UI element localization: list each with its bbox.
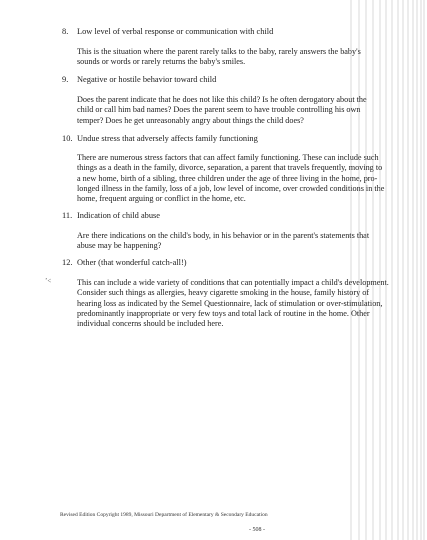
body-line: individual concerns should be included here.	[77, 319, 224, 329]
item-10-heading	[62, 134, 362, 144]
item-heading: Indication of child abuse	[77, 211, 161, 220]
body-line: home, frequent arguing or conflict in the home, etc.	[77, 194, 246, 204]
body-line: This is the situation where the parent rarely talks to the baby, rarely answers the baby's	[77, 47, 361, 56]
item-11-body	[77, 231, 407, 252]
item-12-heading	[62, 258, 362, 268]
item-number: 9.	[62, 75, 69, 84]
item-number: 10.	[62, 134, 73, 143]
body-line: sounds or words or rarely returns the baby's smiles.	[77, 57, 246, 67]
body-line: temper? Does he get unreasonably angry about things the child does?	[77, 115, 304, 125]
body-line: hearing loss as indicated by the Semel Questionnaire, lack of stimulation or over-stimulation,	[77, 298, 383, 308]
item-9-heading	[62, 75, 362, 85]
item-10-body	[77, 153, 407, 204]
body-line: Does the parent indicate that he does not like this child? Is he often derogatory about the	[77, 95, 367, 104]
item-number: 11.	[62, 211, 73, 220]
copyright-footer: Revised Edition Copyright 1989, Missouri Department of Elementary & Secondary Education	[60, 512, 268, 518]
body-line: child or call him bad names? Does the parent seem to have trouble controlling his own	[77, 105, 361, 115]
item-number: 12.	[62, 258, 73, 267]
body-line: abuse may be happening?	[77, 241, 162, 251]
body-line: Consider such things as allergies, heavy cigarette smoking in the house, family history of	[77, 288, 370, 298]
item-9-body	[77, 95, 407, 126]
body-line: predominantly inappropriate or very few toys and total lack of routine in the home. Other	[77, 308, 370, 318]
body-line: longed illness in the family, loss of a job, low level of income, over crowded conditions in the	[77, 183, 385, 193]
item-8-body	[77, 47, 407, 68]
item-heading: Negative or hostile behavior toward child	[77, 75, 217, 84]
body-line: a new home, birth of a sibling, three children under the age of three living in the home, pro-	[77, 173, 378, 183]
body-line: This can include a wide variety of conditions that can potentially impact a child's development.	[77, 278, 389, 287]
body-line: There are numerous stress factors that can affect family functioning. These can include such	[77, 153, 379, 162]
item-heading: Undue stress that adversely affects family functioning	[77, 134, 258, 143]
body-line: things as a death in the family, divorce, separation, a parent that travels frequently, moving to	[77, 163, 383, 173]
stray-scan-mark: ʼ<	[45, 277, 52, 285]
item-heading: Other (that wonderful catch-all!)	[77, 258, 187, 267]
item-heading: Low level of verbal response or communication with child	[77, 27, 274, 36]
body-line: Are there indications on the child's body, in his behavior or in the parent's statements that	[77, 231, 370, 240]
item-12-body	[77, 278, 407, 329]
item-8-heading	[62, 27, 362, 37]
item-11-heading	[62, 211, 362, 221]
item-number: 8.	[62, 27, 69, 36]
page-number: - 508 -	[249, 527, 265, 533]
